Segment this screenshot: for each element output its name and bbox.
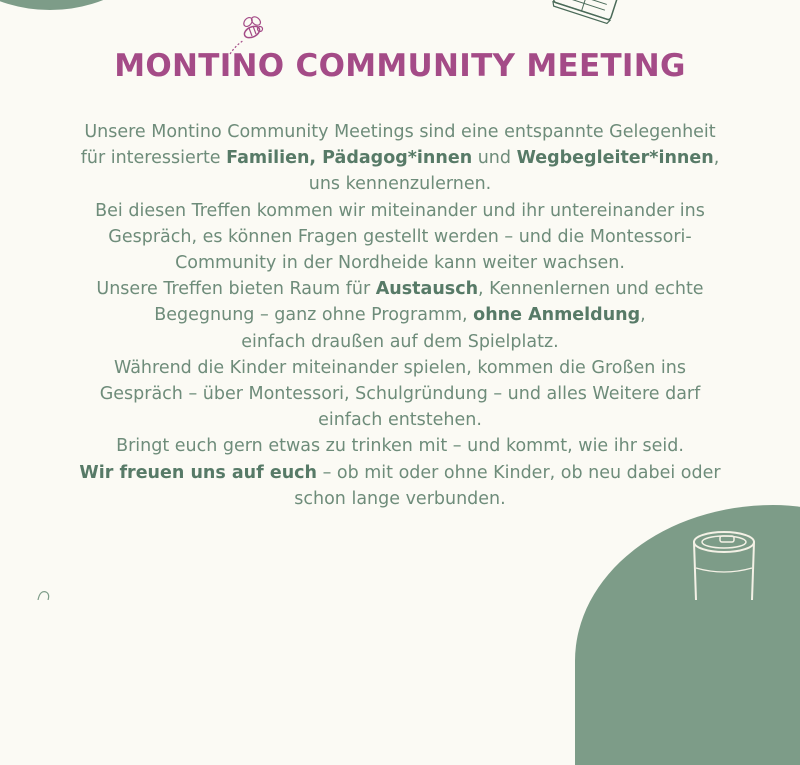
highlight-companions: Wegbegleiter*innen xyxy=(516,148,714,169)
text-line: Community in der Nordheide kann weiter wachsen. xyxy=(175,253,625,274)
text-line: Unsere Treffen bieten Raum für Austausch, Kennenlernen und echte xyxy=(96,279,704,300)
text-line: einfach entstehen. xyxy=(318,410,482,431)
highlight-no-registration: ohne Anmeldung xyxy=(473,305,641,326)
text-line: Gespräch – über Montessori, Schulgründung – und alles Weitere darf xyxy=(99,384,701,405)
text-line: für interessierte Familien, Pädagog*innen und Wegbegleiter*innen, xyxy=(80,148,720,169)
text-line: Wir freuen uns auf euch – ob mit oder ohne Kinder, ob neu dabei oder xyxy=(79,462,721,483)
book-icon xyxy=(540,0,630,35)
highlight-welcome: Wir freuen uns auf euch xyxy=(79,462,317,483)
text-line: Während die Kinder miteinander spielen, kommen die Großen ins xyxy=(114,357,686,378)
text-line: einfach draußen auf dem Spielplatz. xyxy=(241,331,559,352)
highlight-audience: Familien, Pädagog*innen xyxy=(226,148,473,169)
highlight-austausch: Austausch xyxy=(375,279,479,300)
flower-icon xyxy=(30,586,60,600)
intro-text xyxy=(40,119,760,512)
text-line: schon lange verbunden. xyxy=(294,488,506,509)
text-line: Gespräch, es können Fragen gestellt werden – und die Montessori- xyxy=(108,226,692,247)
text-line: Unsere Montino Community Meetings sind eine entspannte Gelegenheit xyxy=(84,122,716,142)
corner-blob-top-left xyxy=(0,0,160,10)
page-title: MONTINO COMMUNITY MEETING xyxy=(114,48,686,84)
text-line: Begegnung – ganz ohne Programm, ohne Anmeldung, xyxy=(154,305,646,326)
text-line: uns kennenzulernen. xyxy=(308,174,492,195)
text-line: Bei diesen Treffen kommen wir miteinander und ihr untereinander ins xyxy=(95,200,705,221)
cup-icon xyxy=(688,528,768,600)
text-line: Bringt euch gern etwas zu trinken mit – und kommt, wie ihr seid. xyxy=(116,436,684,457)
